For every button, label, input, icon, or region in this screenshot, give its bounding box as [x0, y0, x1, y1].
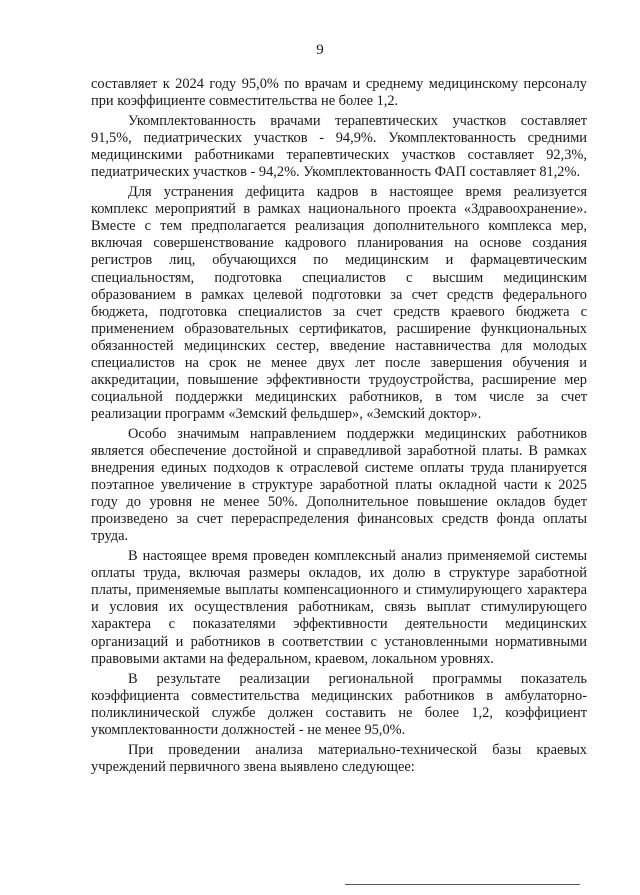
- paragraph-staffing-rates: Укомплектованность врачами терапевтических участков составляет 91,5%, педиатрических участков - 94,9%. Укомплектованность средними медицинскими работниками терапевтических участков составляет 92,3%, педиатрических участков - 94,2%. Укомплектованность ФАП составляет 81,2%.: [91, 113, 587, 181]
- footer-divider: [345, 884, 580, 885]
- paragraph-material-base: При проведении анализа материально-технической базы краевых учреждений первичного звена выявлено следующее:: [91, 741, 587, 775]
- page-number: 9: [316, 42, 324, 58]
- paragraph-pay-analysis: В настоящее время проведен комплексный анализ применяемой системы оплаты труда, включая размеры окладов, их долю в структуре заработной платы, применяемые выплаты компенсационного и стимулирующего характера и условия их осуществления работникам, связь выплат стимулирующего характера с показателями эффективности деятельности медицинских организаций и работников в соответствии с установленными нормативными правовыми актами на федеральном, краевом, локальном уровнях.: [91, 548, 587, 667]
- document-body: [91, 76, 587, 779]
- paragraph-staff-shortage-measures: Для устранения дефицита кадров в настоящее время реализуется комплекс мероприятий в рамках национального проекта «Здравоохранение». Вместе с тем предполагается реализация дополнительного комплекса мер, включая совершенствование кадрового планирования на основе создания регистров лиц, обучающихся по медицинским и фармацевтическим специальностям, подготовка специалистов с высшим медицинским образованием в рамках целевой подготовки за счет средств федерального бюджета, подготовка специалистов за счет средств краевого бюджета с применением образовательных сертификатов, расширение функциональных обязанностей медицинских сестер, введение наставничества для молодых специалистов на срок не менее двух лет после завершения обучения и аккредитации, повышение эффективности трудоустройства, расширение мер социальной поддержки медицинских работников, в том числе за счет реализации программ «Земский фельдшер», «Земский доктор».: [91, 184, 587, 422]
- paragraph-continuation: составляет к 2024 году 95,0% по врачам и среднему медицинскому персоналу при коэффициенте совместительства не более 1,2.: [91, 76, 587, 110]
- paragraph-program-result: В результате реализации региональной программы показатель коэффициента совместительства медицинских работников в амбулаторно-поликлинической службе должен составить не более 1,2, коэффициент укомплектованности должностей - не менее 95,0%.: [91, 670, 587, 738]
- paragraph-salary: Особо значимым направлением поддержки медицинских работников является обеспечение достойной и справедливой заработной платы. В рамках внедрения единых подходов к отраслевой системе оплаты труда планируется поэтапное увеличение в структуре заработной платы окладной части к 2025 году до уровня не менее 50%. Дополнительное повышение окладов будет произведено за счет перераспределения финансовых средств фонда оплаты труда.: [91, 425, 587, 545]
